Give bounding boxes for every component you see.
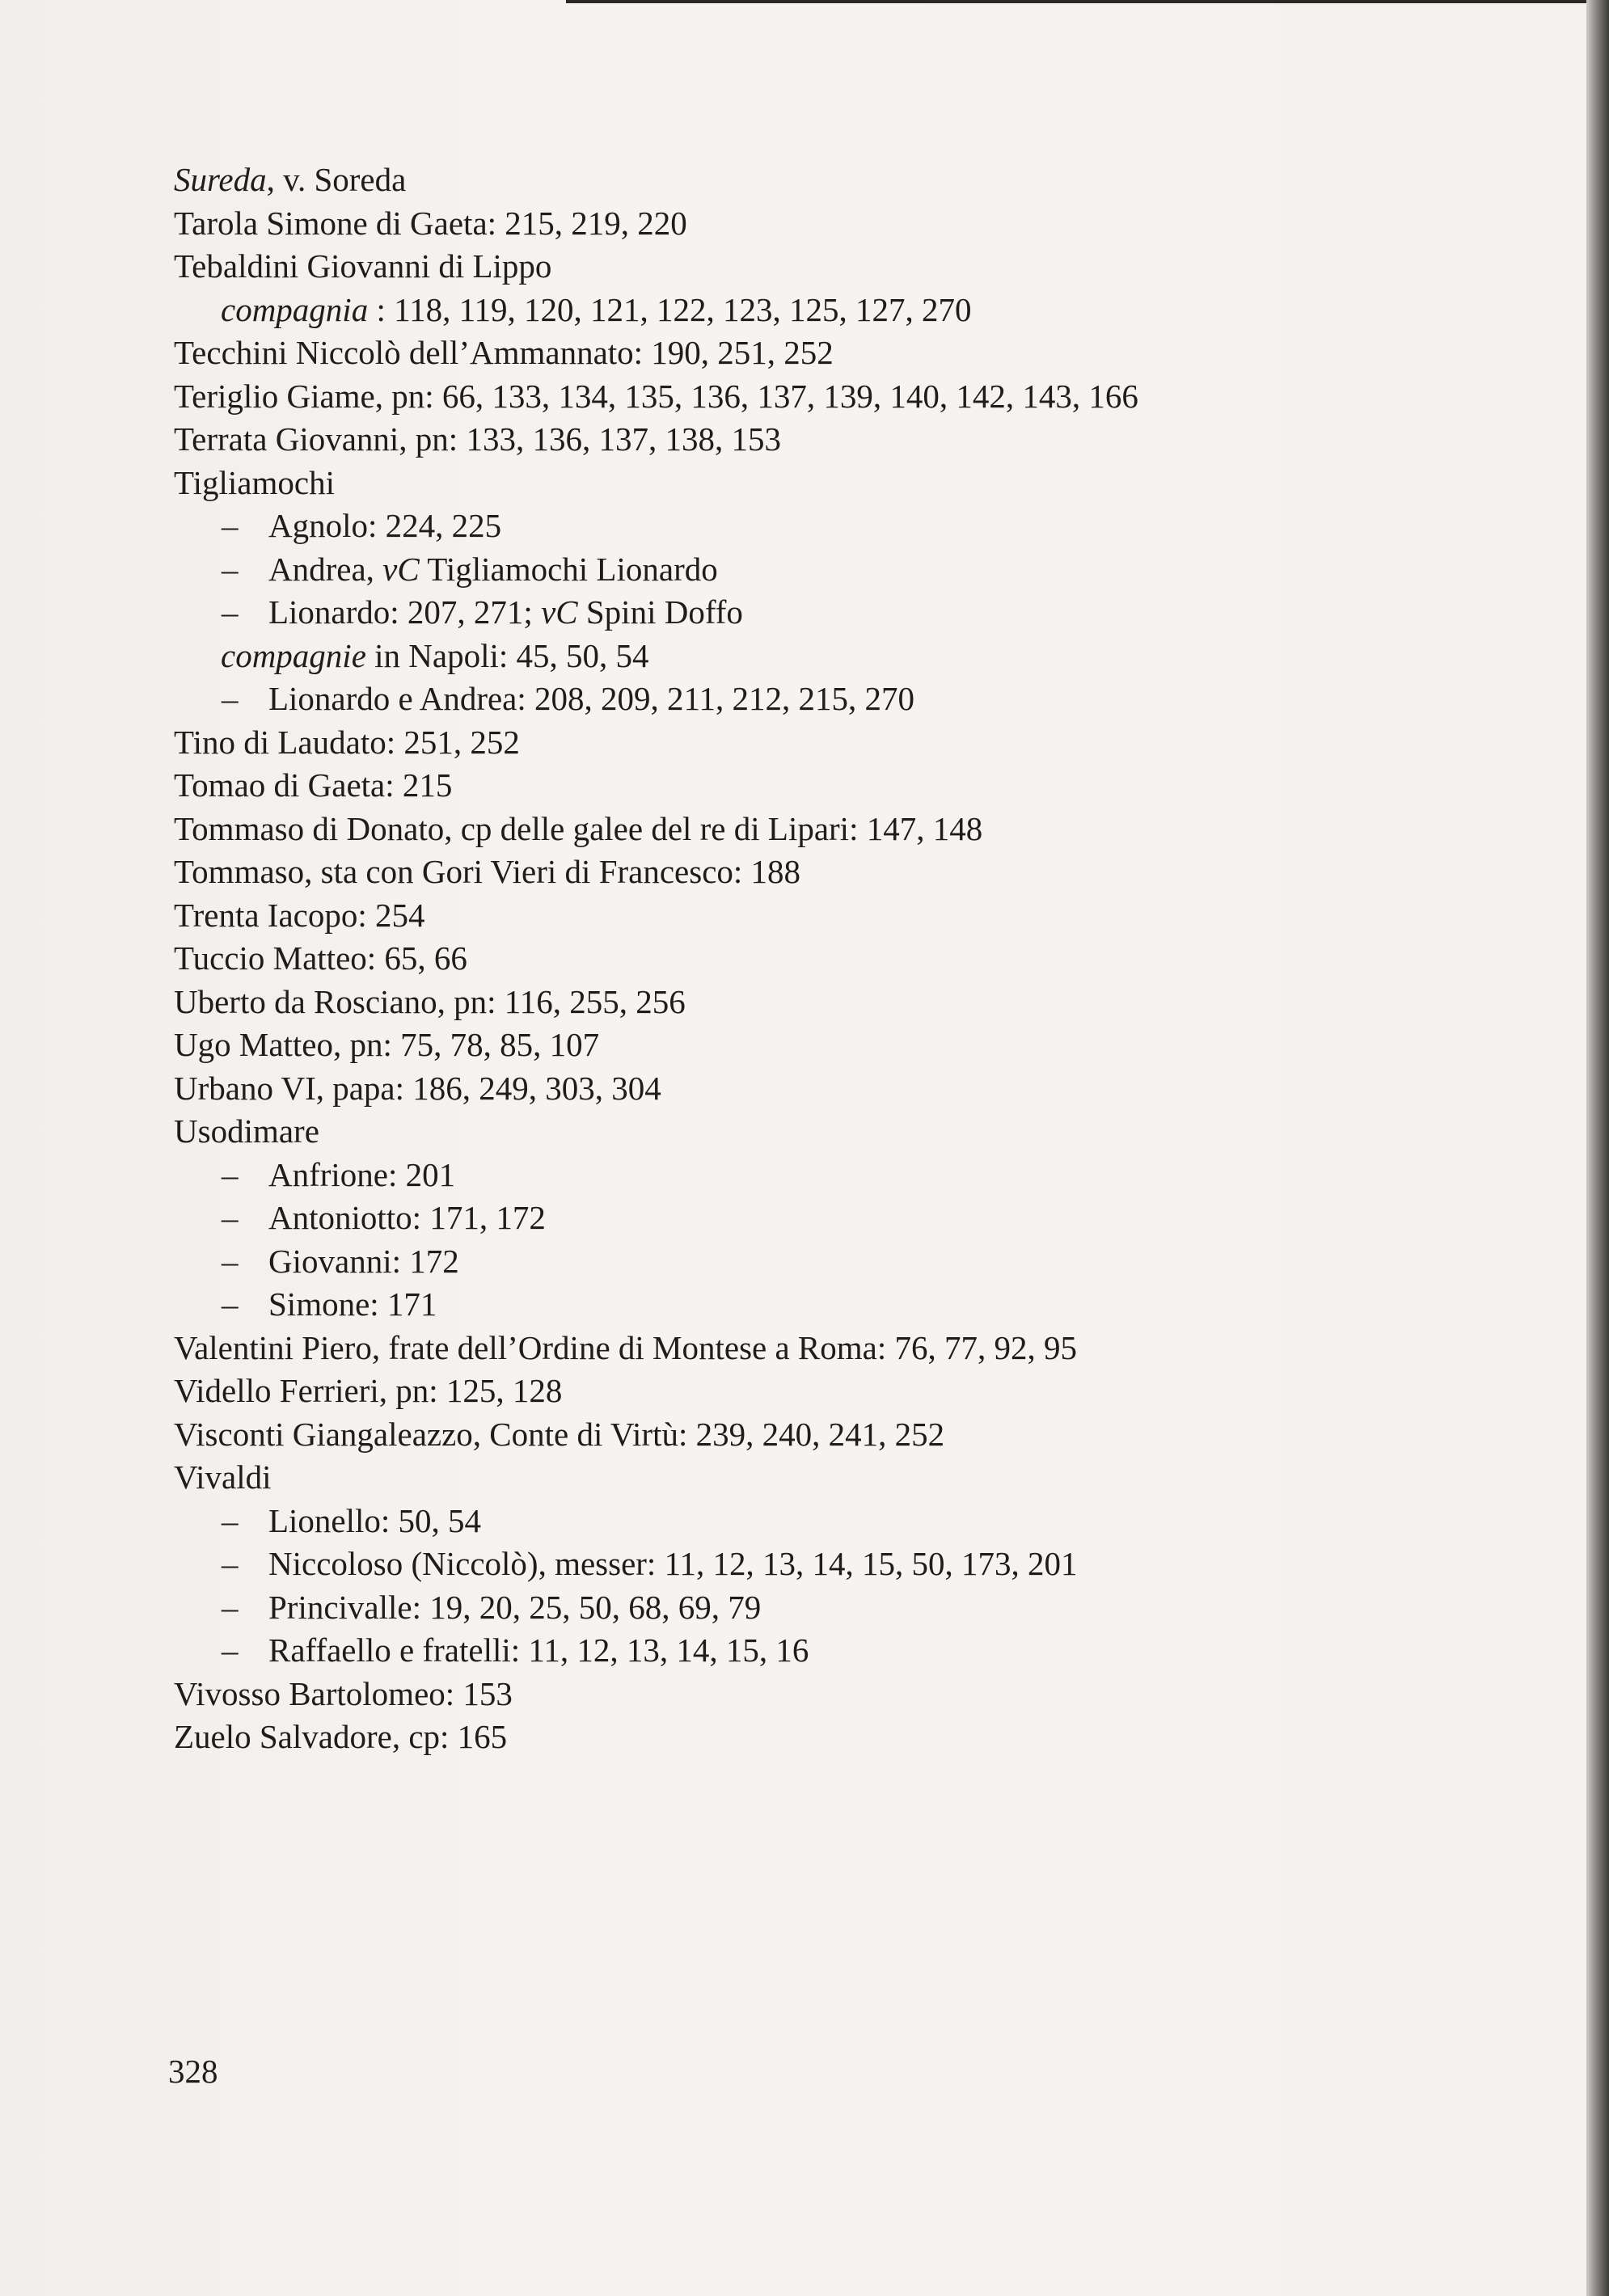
index-entry: [174, 1110, 1508, 1154]
entry-text: Tino di Laudato: 251, 252: [174, 723, 520, 761]
entry-italic-term: compagnie: [221, 636, 366, 674]
entry-text: Giovanni: 172: [268, 1242, 459, 1280]
entry-text: Vivaldi: [174, 1458, 272, 1496]
entry-text: Teriglio Giame, pn: 66, 133, 134, 135, 136, 137, 139, 140, 142, 143, 166: [174, 377, 1138, 415]
entry-text: Tecchini Niccolò dell’Ammannato: 190, 251, 252: [174, 334, 834, 371]
entry-text: Princivalle: 19, 20, 25, 50, 68, 69, 79: [268, 1588, 762, 1626]
index-entry: [174, 1456, 1508, 1500]
entry-text: Lionello: 50, 54: [268, 1501, 482, 1539]
index-entry: [174, 1370, 1508, 1413]
entry-text: Tebaldini Giovanni di Lippo: [174, 247, 552, 285]
entry-text: Urbano VI, papa: 186, 249, 303, 304: [174, 1069, 661, 1107]
index-subentry: [174, 1197, 1508, 1240]
index-subentry: [174, 1543, 1508, 1586]
entry-text: Uberto da Rosciano, pn: 116, 255, 256: [174, 982, 686, 1020]
entry-text: Tuccio Matteo: 65, 66: [174, 939, 467, 977]
entry-text: Tommaso, sta con Gori Vieri di Francesco: 188: [174, 853, 801, 890]
index-entry-list: [174, 158, 1508, 1759]
index-subentry: [174, 1629, 1508, 1673]
page-top-edge: [566, 0, 1586, 3]
index-entry: [174, 894, 1508, 938]
index-entry: [174, 635, 1508, 678]
index-subentry: [174, 1283, 1508, 1327]
index-subentry: [174, 548, 1508, 592]
subentry-dash: –: [222, 1199, 239, 1236]
subentry-dash: –: [222, 1501, 239, 1539]
entry-cross-reference-marker: vC: [541, 593, 578, 631]
entry-text: Niccoloso (Niccolò), messer: 11, 12, 13, 14, 15, 50, 173, 201: [268, 1545, 1078, 1582]
entry-text: Andrea,: [268, 550, 383, 588]
index-entry: [174, 462, 1508, 505]
index-subentry: [174, 1500, 1508, 1543]
index-entry: [174, 245, 1508, 289]
subentry-dash: –: [222, 1588, 239, 1626]
subentry-dash: –: [222, 1242, 239, 1280]
index-subentry: [174, 677, 1508, 721]
index-subentry: [174, 504, 1508, 548]
index-entry: [174, 289, 1508, 332]
subentry-dash: –: [222, 680, 239, 717]
entry-cross-reference-text: Spini Doffo: [577, 593, 743, 631]
index-entry: [174, 937, 1508, 981]
entry-text: Valentini Piero, frate dell’Ordine di Montese a Roma: 76, 77, 92, 95: [174, 1328, 1078, 1366]
subentry-dash: –: [222, 1285, 239, 1323]
entry-text: Zuelo Salvadore, cp: 165: [174, 1718, 508, 1755]
index-entry: [174, 202, 1508, 246]
entry-text: Tommaso di Donato, cp delle galee del re di Lipari: 147, 148: [174, 809, 983, 847]
index-entry: [174, 1716, 1508, 1759]
book-spine-shadow: [1586, 0, 1609, 2296]
index-entry: [174, 808, 1508, 851]
entry-text: Lionardo: 207, 271;: [268, 593, 542, 631]
entry-text: Anfrione: 201: [268, 1155, 456, 1193]
page-number: 328: [168, 2053, 218, 2090]
entry-text: in Napoli: 45, 50, 54: [365, 636, 649, 674]
entry-text: Agnolo: 224, 225: [268, 507, 502, 544]
index-entry: [174, 375, 1508, 419]
entry-text: Visconti Giangaleazzo, Conte di Virtù: 239, 240, 241, 252: [174, 1415, 945, 1453]
subentry-dash: –: [222, 507, 239, 544]
entry-text: Tarola Simone di Gaeta: 215, 219, 220: [174, 204, 687, 242]
entry-text: Tigliamochi: [174, 463, 335, 501]
index-subentry: [174, 1240, 1508, 1284]
entry-italic-term: compagnia: [221, 290, 369, 328]
index-entry: [174, 331, 1508, 375]
index-entry: [174, 1067, 1508, 1111]
entry-text: Trenta Iacopo: 254: [174, 896, 425, 934]
entry-text: Vivosso Bartolomeo: 153: [174, 1674, 513, 1712]
subentry-dash: –: [222, 1631, 239, 1669]
index-entry: [174, 1413, 1508, 1457]
index-subentry: [174, 1154, 1508, 1197]
entry-cross-reference-marker: vC: [382, 550, 420, 588]
entry-text: : 118, 119, 120, 121, 122, 123, 125, 127, 270: [368, 290, 972, 328]
subentry-dash: –: [222, 593, 239, 631]
index-entry: [174, 418, 1508, 462]
index-entry: [174, 1327, 1508, 1370]
subentry-dash: –: [222, 550, 239, 588]
subentry-dash: –: [222, 1545, 239, 1582]
entry-text: Raffaello e fratelli: 11, 12, 13, 14, 15, 16: [268, 1631, 809, 1669]
index-entry: [174, 1673, 1508, 1716]
index-entry: [174, 981, 1508, 1024]
index-entry: [174, 1023, 1508, 1067]
entry-text: , v. Soreda: [266, 161, 407, 198]
index-entry: [174, 850, 1508, 894]
entry-text: Simone: 171: [268, 1285, 437, 1323]
index-entry: [174, 158, 1508, 202]
entry-text: Vidello Ferrieri, pn: 125, 128: [174, 1372, 563, 1409]
entry-cross-reference-text: Tigliamochi Lionardo: [419, 550, 718, 588]
entry-text: Terrata Giovanni, pn: 133, 136, 137, 138, 153: [174, 420, 781, 458]
entry-text: Lionardo e Andrea: 208, 209, 211, 212, 215, 270: [268, 680, 914, 717]
entry-italic-term: Sureda: [174, 161, 267, 198]
entry-text: Antoniotto: 171, 172: [268, 1199, 546, 1236]
entry-text: Tomao di Gaeta: 215: [174, 766, 453, 804]
entry-text: Usodimare: [174, 1112, 319, 1150]
index-subentry: [174, 591, 1508, 635]
index-entry: [174, 721, 1508, 765]
index-entry: [174, 764, 1508, 808]
subentry-dash: –: [222, 1155, 239, 1193]
entry-text: Ugo Matteo, pn: 75, 78, 85, 107: [174, 1026, 600, 1063]
index-subentry: [174, 1586, 1508, 1630]
